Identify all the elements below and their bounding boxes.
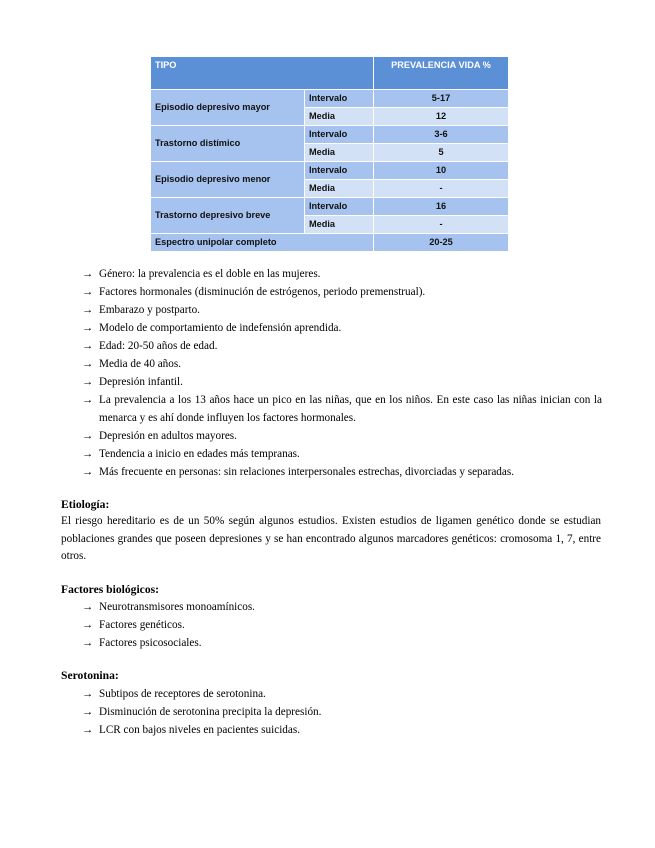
row-value: - bbox=[374, 180, 509, 198]
table-row bbox=[151, 90, 509, 108]
biologicos-list bbox=[82, 598, 602, 652]
list-item: → Media de 40 años. bbox=[82, 355, 602, 373]
arrow-icon: → bbox=[82, 430, 94, 442]
row-value: 12 bbox=[374, 108, 509, 126]
arrow-icon: → bbox=[82, 340, 94, 352]
row-value: 5-17 bbox=[374, 90, 509, 108]
row-value: 10 bbox=[374, 162, 509, 180]
arrow-icon: → bbox=[82, 466, 94, 478]
list-item: → Depresión infantil. bbox=[82, 373, 602, 391]
row-sub: Media bbox=[305, 144, 374, 162]
row-value: - bbox=[374, 216, 509, 234]
etiologia-heading: Etiología: bbox=[61, 498, 110, 511]
list-item: → LCR con bajos niveles en pacientes suicidas. bbox=[82, 721, 602, 739]
table-row bbox=[151, 162, 509, 180]
list-item: → Disminución de serotonina precipita la depresión. bbox=[82, 703, 602, 721]
row-label: Trastorno distímico bbox=[151, 126, 305, 162]
etiologia-paragraph: El riesgo hereditario es de un 50% según algunos estudios. Existen estudios de ligamen genético donde se estudian poblaciones grandes que poseen depresiones y se han encontrado algunos marcadores genéticos: cromosoma 1, 7, entre otros. bbox=[61, 515, 601, 562]
list-item: → Embarazo y postparto. bbox=[82, 301, 602, 319]
row-value: 5 bbox=[374, 144, 509, 162]
arrow-icon: → bbox=[82, 304, 94, 316]
arrow-icon: → bbox=[82, 268, 94, 280]
list-item: → Neurotransmisores monoamínicos. bbox=[82, 598, 602, 616]
arrow-icon: → bbox=[82, 706, 94, 718]
list-item: → La prevalencia a los 13 años hace un pico en las niñas, que en los niños. En este caso las niñas inician con la menarca y es ahí donde influyen los factores hormonales. bbox=[82, 391, 602, 427]
list-item: → Factores psicosociales. bbox=[82, 634, 602, 652]
list-item: → Factores hormonales (disminución de estrógenos, periodo premenstrual). bbox=[82, 283, 602, 301]
factors-list bbox=[82, 265, 602, 481]
list-item: → Más frecuente en personas: sin relaciones interpersonales estrechas, divorciadas y separadas. bbox=[82, 463, 602, 481]
table-row bbox=[151, 198, 509, 216]
arrow-icon: → bbox=[82, 724, 94, 736]
list-item: → Factores genéticos. bbox=[82, 616, 602, 634]
row-sub: Media bbox=[305, 216, 374, 234]
row-value: 3-6 bbox=[374, 126, 509, 144]
arrow-icon: → bbox=[82, 394, 94, 406]
row-sub: Intervalo bbox=[305, 90, 374, 108]
total-label: Espectro unipolar completo bbox=[151, 234, 374, 252]
serotonina-heading: Serotonina: bbox=[61, 669, 119, 682]
row-sub: Intervalo bbox=[305, 162, 374, 180]
list-item: → Modelo de comportamiento de indefensión aprendida. bbox=[82, 319, 602, 337]
table-total-row bbox=[151, 234, 509, 252]
table-header-row bbox=[151, 57, 509, 90]
row-label: Episodio depresivo menor bbox=[151, 162, 305, 198]
arrow-icon: → bbox=[82, 601, 94, 613]
arrow-icon: → bbox=[82, 376, 94, 388]
list-item: → Subtipos de receptores de serotonina. bbox=[82, 685, 602, 703]
row-sub: Media bbox=[305, 108, 374, 126]
list-item: → Depresión en adultos mayores. bbox=[82, 427, 602, 445]
arrow-icon: → bbox=[82, 637, 94, 649]
arrow-icon: → bbox=[82, 286, 94, 298]
biologicos-heading: Factores biológicos: bbox=[61, 583, 159, 596]
list-item: → Género: la prevalencia es el doble en las mujeres. bbox=[82, 265, 602, 283]
row-sub: Intervalo bbox=[305, 126, 374, 144]
row-label: Trastorno depresivo breve bbox=[151, 198, 305, 234]
arrow-icon: → bbox=[82, 448, 94, 460]
arrow-icon: → bbox=[82, 688, 94, 700]
total-value: 20-25 bbox=[374, 234, 509, 252]
list-item: → Tendencia a inicio en edades más tempranas. bbox=[82, 445, 602, 463]
prevalence-table bbox=[150, 56, 509, 252]
arrow-icon: → bbox=[82, 358, 94, 370]
header-type: TIPO bbox=[151, 57, 374, 90]
row-value: 16 bbox=[374, 198, 509, 216]
row-sub: Intervalo bbox=[305, 198, 374, 216]
table-row bbox=[151, 126, 509, 144]
arrow-icon: → bbox=[82, 619, 94, 631]
serotonina-list bbox=[82, 685, 602, 739]
header-prevalence: PREVALENCIA VIDA % bbox=[374, 57, 509, 90]
list-item: → Edad: 20-50 años de edad. bbox=[82, 337, 602, 355]
row-label: Episodio depresivo mayor bbox=[151, 90, 305, 126]
row-sub: Media bbox=[305, 180, 374, 198]
arrow-icon: → bbox=[82, 322, 94, 334]
